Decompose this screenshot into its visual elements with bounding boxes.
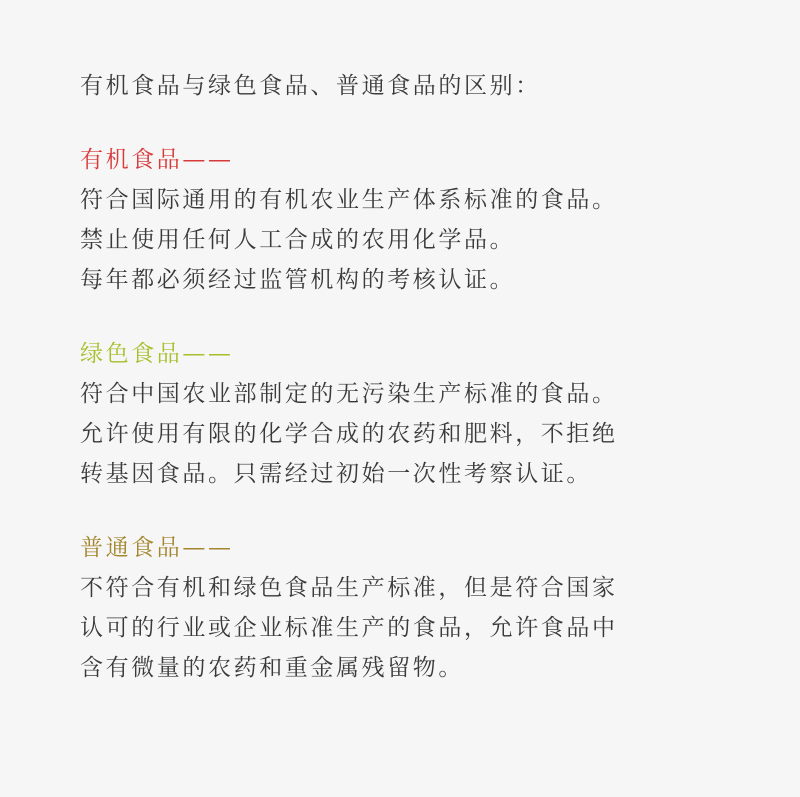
section-heading-organic: 有机食品——: [80, 147, 234, 173]
section-line: 转基因食品。只需经过初始一次性考察认证。: [80, 461, 592, 487]
section-heading-ordinary: 普通食品——: [80, 535, 234, 561]
section-green: [80, 334, 720, 494]
section-line: 认可的行业或企业标准生产的食品，允许食品中: [80, 615, 618, 641]
page-title: 有机食品与绿色食品、普通食品的区别：: [80, 73, 541, 99]
section-organic: [80, 140, 720, 300]
section-line: 符合国际通用的有机农业生产体系标准的食品。: [80, 187, 618, 213]
section-heading-green: 绿色食品——: [80, 341, 234, 367]
section-line: 不符合有机和绿色食品生产标准，但是符合国家: [80, 575, 618, 601]
section-line: 符合中国农业部制定的无污染生产标准的食品。: [80, 381, 618, 407]
document: [80, 66, 720, 688]
section-ordinary: [80, 528, 720, 688]
section-line: 禁止使用任何人工合成的农用化学品。: [80, 227, 516, 253]
section-line: 允许使用有限的化学合成的农药和肥料，不拒绝: [80, 421, 618, 447]
section-line: 含有微量的农药和重金属残留物。: [80, 655, 464, 681]
section-line: 每年都必须经过监管机构的考核认证。: [80, 267, 516, 293]
